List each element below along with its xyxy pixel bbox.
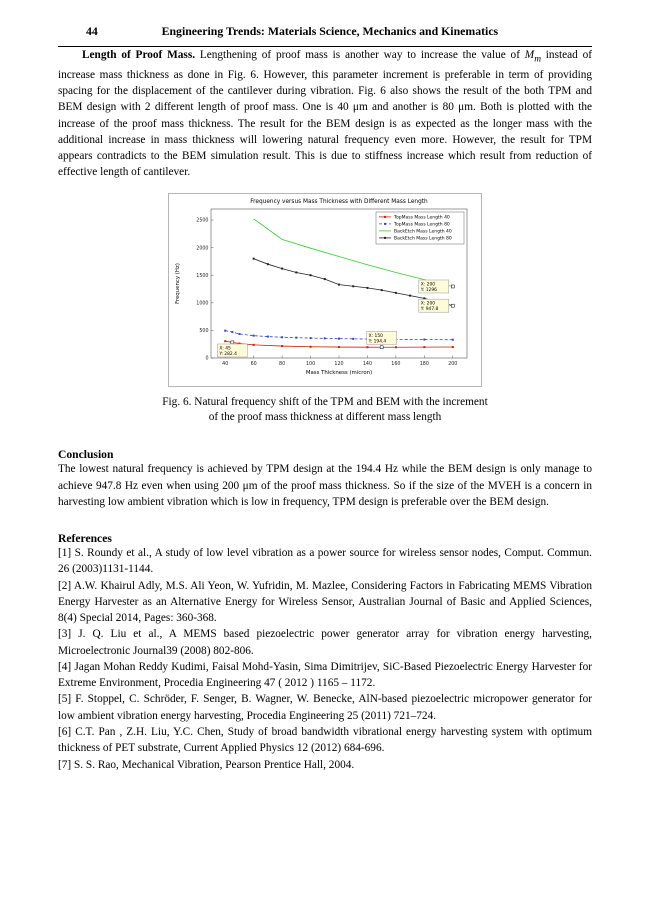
svg-text:140: 140 xyxy=(362,361,373,367)
svg-text:Y: 947.8: Y: 947.8 xyxy=(420,306,439,312)
svg-text:Y: 282.4: Y: 282.4 xyxy=(219,351,237,357)
svg-text:Mass Thickness (micron): Mass Thickness (micron) xyxy=(305,369,373,376)
svg-text:160: 160 xyxy=(391,361,401,367)
reference-item-6: [6] C.T. Pan , Z.H. Liu, Y.C. Chen, Study of broad bandwidth vibrational energy harvesting system with optimum thickness of PET substrate, Current Applied Physics 12 (2012) 684-696. xyxy=(58,726,592,755)
paragraph-text-2: instead of increase mass thickness as done in Fig. 6. However, this parameter increment is preferable in term of providing spacing for the displacement of the cantilever during vibration. Fig. 6 also shows the result of the both TPM and BEM design with 2 different length of proof mass. One is 40 μm and another is 80 μm. Both is plotted with the increase of the proof mass thickness. The result for the BEM design is as expected as the longer mass with the additional increase in mass thickness will lowering natural frequency even more. However, the result for TPM appears contradicts to the BEM simulation result. This is due to stiffness increase which result from reduction of effective length of cantilever. xyxy=(58,49,593,179)
figure-caption-line-2: of the proof mass thickness at different mass length xyxy=(208,411,442,424)
svg-text:X: 200: X: 200 xyxy=(420,301,436,307)
svg-text:TopMass Mass Length 40: TopMass Mass Length 40 xyxy=(394,215,450,221)
svg-text:180: 180 xyxy=(419,361,429,367)
reference-item-5: [5] F. Stoppel, C. Schröder, F. Senger, B. Wagner, W. Benecke, AlN-based piezoelectric micropower generator for low ambient vibration energy harvesting, Procedia Engineering 25 (2011) 721–724. xyxy=(58,693,592,722)
svg-text:X: 45: X: 45 xyxy=(219,346,231,352)
svg-text:0: 0 xyxy=(205,356,209,362)
conclusion-paragraph: The lowest natural frequency is achieved by TPM design at the 194.4 Hz while the BEM design is only manage to achieve 947.8 Hz even when using 200 μm of the proof mass thickness. So if the size of the MVEH is a concern in harvesting low ambient vibration which is low in frequency, TPM design is preferable over the BEM design. xyxy=(58,463,592,508)
svg-text:BackEtch Mass Length 40: BackEtch Mass Length 40 xyxy=(394,229,452,235)
references-heading: References xyxy=(58,532,112,546)
svg-text:Frequency versus Mass Thicknes: Frequency versus Mass Thickness with Different Mass Length xyxy=(250,198,428,205)
header-title: Engineering Trends: Materials Science, Mechanics and Kinematics xyxy=(161,24,499,38)
svg-text:120: 120 xyxy=(334,361,344,367)
svg-text:60: 60 xyxy=(250,361,257,367)
paragraph-text-1: Lengthening of proof mass is another way to increase the value of xyxy=(195,49,525,61)
svg-text:Frequency (Hz): Frequency (Hz) xyxy=(175,262,181,304)
svg-text:TopMass Mass Length 80: TopMass Mass Length 80 xyxy=(394,222,450,228)
reference-item-2: [2] A.W. Khairul Adly, M.S. Ali Yeon, W. Yufridin, M. Mazlee, Considering Factors in Fabricating MEMS Vibration Energy Harvester as an Alternative Energy for Wireless Sensor, Australian Journal of Basic and Applied Sciences, 8(4) Special 2014, Pages: 360-368. xyxy=(58,579,592,625)
paragraph-length-of-proof-mass xyxy=(58,47,592,181)
svg-text:500: 500 xyxy=(199,328,209,334)
svg-text:X: 150: X: 150 xyxy=(368,333,383,339)
figure-chart-svg xyxy=(169,194,479,386)
paragraph-lead: Length of Proof Mass. xyxy=(82,49,196,61)
reference-item-4: [4] Jagan Mohan Reddy Kudimi, Faisal Mohd-Yasin, Sima Dimitrijev, SiC-Based Piezoelectric Energy Harvester for Extreme Environment, Procedia Engineering 47 ( 2012 ) 1165 – 1172. xyxy=(58,660,592,690)
svg-text:1500: 1500 xyxy=(196,273,209,279)
conclusion-heading: Conclusion xyxy=(58,448,114,462)
figure-caption xyxy=(58,395,592,427)
reference-item-3: [3] J. Q. Liu et al., A MEMS based piezoelectric power generator array for vibration energy harvesting, Microelectronic Journal39 (2008) 802-806. xyxy=(58,628,592,657)
reference-item-7: [7] S. S. Rao, Mechanical Vibration, Pearson Prentice Hall, 2004. xyxy=(58,758,355,771)
svg-text:200: 200 xyxy=(448,361,458,367)
page-number: 44 xyxy=(86,24,98,38)
figure-caption-line-1: Fig. 6. Natural frequency shift of the TPM and BEM with the increment xyxy=(162,395,488,408)
svg-text:80: 80 xyxy=(279,361,286,367)
svg-text:1000: 1000 xyxy=(196,301,209,307)
figure-6 xyxy=(168,193,482,387)
svg-text:Y: 194.4: Y: 194.4 xyxy=(368,338,387,344)
svg-text:Y: 1296: Y: 1296 xyxy=(420,287,437,293)
svg-text:X: 200: X: 200 xyxy=(420,282,436,288)
page-header xyxy=(58,24,592,39)
svg-text:2500: 2500 xyxy=(196,218,209,224)
svg-text:100: 100 xyxy=(305,361,316,367)
svg-text:BackEtch Mass Length 80: BackEtch Mass Length 80 xyxy=(394,236,452,242)
svg-text:40: 40 xyxy=(222,361,229,367)
reference-item-1: [1] S. Roundy et al., A study of low level vibration as a power source for wireless sensor nodes, Comput. Commun. 26 (2003)1131-1144. xyxy=(58,547,592,576)
svg-text:2000: 2000 xyxy=(196,246,209,252)
mm-symbol: $M_m$ xyxy=(524,49,541,65)
